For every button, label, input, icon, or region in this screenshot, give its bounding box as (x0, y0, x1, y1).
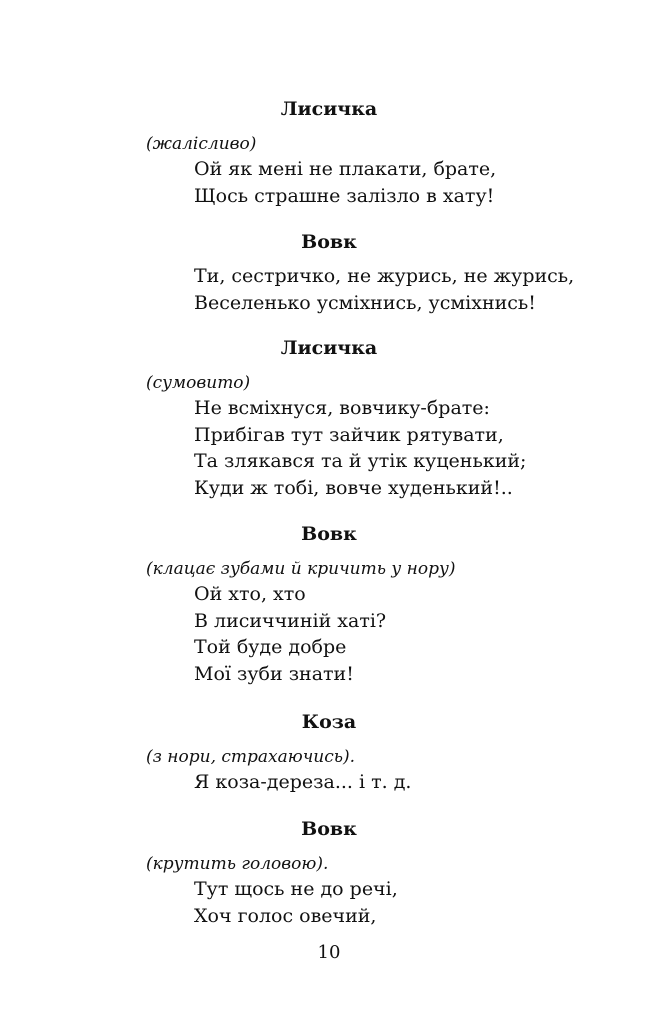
verse-line: В лисиччиній хаті? (194, 609, 387, 632)
stage-direction: (крутить головою). (146, 854, 329, 874)
speaker-name: Лисичка (280, 98, 378, 120)
stage-direction: (клацає зубами й кричить у нору) (146, 559, 456, 579)
speaker-name: Вовк (301, 818, 357, 840)
speaker-name: Коза (301, 711, 357, 733)
verse-line: Той буде добре (194, 636, 347, 659)
page-number: 10 (317, 942, 341, 963)
verse-line: Щось страшне залізло в хату! (194, 184, 495, 207)
speaker-name: Лисичка (280, 337, 378, 359)
verse-lines (194, 395, 526, 501)
verse-lines (194, 876, 398, 929)
stage-direction: (з нори, страхаючись). (146, 747, 356, 767)
speaker-name: Вовк (301, 523, 357, 545)
stage-direction: (сумовито) (146, 373, 251, 393)
verse-line: Куди ж тобі, вовче худенький!.. (194, 476, 513, 499)
verse-lines (194, 156, 496, 209)
speaker-name: Вовк (301, 231, 357, 253)
verse-lines (194, 769, 411, 796)
verse-line: Не всміхнуся, вовчику-брате: (194, 397, 490, 419)
verse-line: Прибігав тут зайчик рятувати, (194, 423, 504, 446)
stage-direction: (жалісливо) (146, 134, 257, 154)
verse-lines (194, 263, 574, 316)
verse-line: Тут щось не до речі, (194, 878, 398, 900)
verse-line: Ой як мені не плакати, брате, (194, 158, 497, 180)
verse-line: Мої зуби знати! (194, 662, 354, 685)
verse-line: Хоч голос овечий, (194, 904, 377, 927)
verse-line: Ой хто, хто (194, 583, 306, 605)
verse-line: Веселенько усміхнись, усміхнись! (194, 291, 536, 314)
verse-lines (194, 581, 386, 687)
verse-line: Я коза-дереза... і т. д. (194, 771, 412, 793)
verse-line: Та злякався та й утік куценький; (194, 450, 527, 473)
verse-line: Ти, сестричко, не журись, не журись, (194, 265, 575, 287)
